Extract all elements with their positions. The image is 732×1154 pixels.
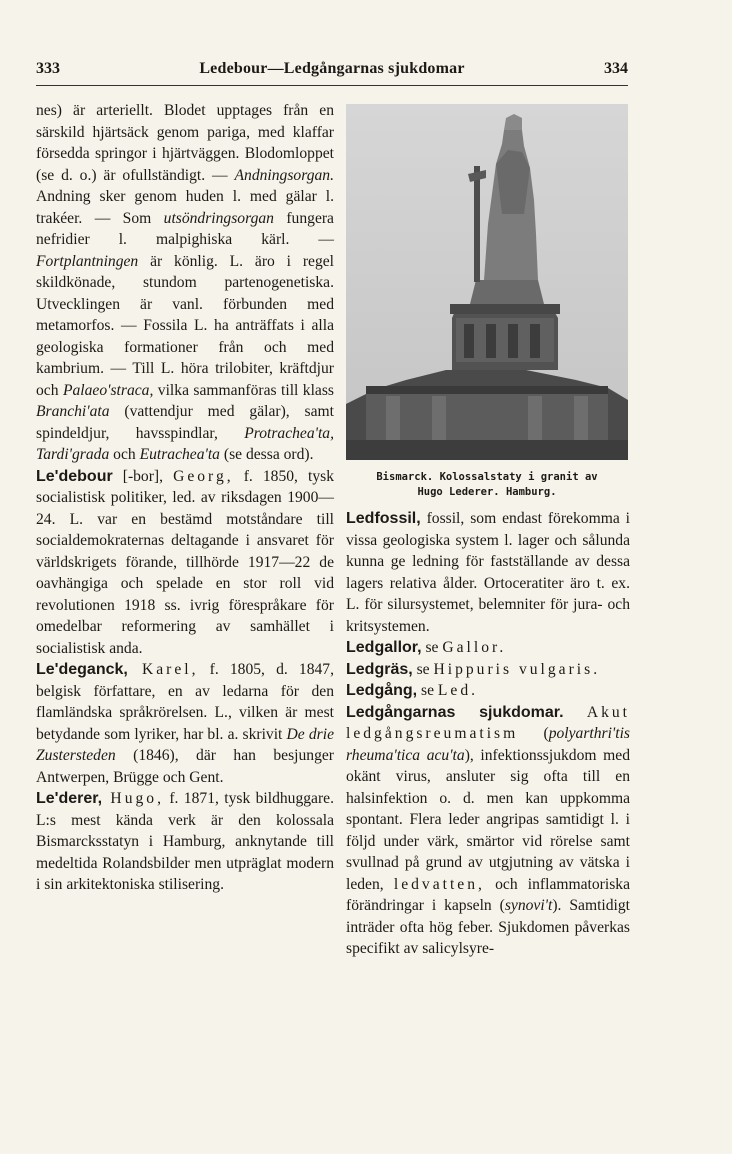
- entry-ledeganck: Le'deganck, Karel, f. 1805, d. 1847, belgisk författare, en av ledarna för den flamländska språkrörelsen. L., vilken är mest betydande som lyriker, har bl. a. skrivit De drie Zustersteden (1846), där han besjunger Antwerpen, Brügge och Gent.: [36, 661, 334, 786]
- arthropod-continuation-paragraph: nes) är arteriellt. Blodet upptages från en särskild hjärtsäck genom pariga, med klaffar försedda springor i hjärtväggen. Blodomloppet (se d. o.) är ofullständigt. — Andningsorgan. Andning sker genom huden l. med gälar l. trakéer. — Som utsöndringsorgan fungera nefridier l. malpighiska kärl. — Fortplantningen är könlig. L. äro i regel skildkönade, stundom partenogenetiska. Utvecklingen är vanl. förbunden med metamorfos. — Fossila L. ha anträffats i alla geologiska formationer från och med kambrium. — Till L. höra trilobiter, kräftdjur och Palaeo'straca, vilka sammanföras till klass Branchi'ata (vattendjur med gälar), samt spindeldjur, havsspindlar, Protrachea'ta, Tardi'grada och Eutrachea'ta (se dessa ord).: [36, 102, 334, 463]
- entry-term: Ledgallor,: [346, 639, 422, 656]
- entry-term: Ledgång,: [346, 682, 418, 699]
- entry-ledgallor: Ledgallor, se Gallor.: [346, 639, 507, 656]
- page-number-right: 334: [604, 60, 628, 77]
- left-column: [36, 100, 334, 896]
- entry-ledfossil: Ledfossil, fossil, som endast förekomma i vissa geologiska system l. lager och sålunda kunna ge ledning för fastställande av dessa lagers relativa ålder. Ortoceratiter äro t. ex. L. för silursystemet, belemniter för jura- och kritsystemen.: [346, 510, 630, 635]
- cross-reference: Hippuris vulgaris.: [433, 660, 601, 678]
- entry-ledgang: Ledgång, se Led.: [346, 682, 479, 699]
- entry-lederer: Le'derer, Hugo, f. 1871, tysk bildhuggare. L:s mest kända verk är den kolossala Bismarcksstatyn i Hamburg, anknytande till medeltida Rolandsbilder men utpräglat modern i sin arkitektoniska stilisering.: [36, 790, 334, 893]
- caption-line: Hugo Lederer. Hamburg.: [417, 486, 557, 498]
- entry-ledgras: Ledgräs, se Hippuris vulgaris.: [346, 660, 601, 678]
- entry-term: Ledgräs,: [346, 660, 413, 678]
- entry-term: Ledfossil,: [346, 510, 421, 527]
- entry-term: Ledgångarnas sjukdomar.: [346, 703, 564, 721]
- running-header: [36, 58, 628, 84]
- page-title: Ledebour—Ledgångarnas sjukdomar: [199, 60, 465, 77]
- entry-ledgangarnas-sjukdomar: Ledgångarnas sjukdomar. Akut ledgångsreumatism (polyarthri'tis rheuma'tica acu'ta), infektionssjukdom med okänt virus, ansluter sig ofta till en halsinfektion o. d. men kan uppkomma spontant. Flera leder angripas samtidigt l. i följd under värk, smärtor vid rörelse samt svullnad på grund av utgjutning av vätska i leden, ledvatten, och inflammatoriska förändringar i kapseln (synovi't). Samtidigt inträder ofta hög feber. Sjukdomen påverkas specifikt av salicylsyre-: [346, 703, 630, 957]
- right-column: [346, 508, 630, 960]
- entry-term: Le'deganck,: [36, 661, 128, 678]
- cross-reference: Led.: [437, 682, 479, 699]
- header-rule: [36, 85, 628, 86]
- entry-term: Le'debour: [36, 467, 113, 485]
- cross-reference: Gallor.: [442, 639, 507, 656]
- bismarck-statue-photo: [346, 104, 628, 460]
- page-number-left: 333: [36, 60, 60, 77]
- caption-line: Bismarck. Kolossalstaty i granit av: [376, 471, 598, 483]
- entry-ledebour: Le'debour [-bor], Georg, f. 1850, tysk socialistisk politiker, led. av riksdagen 1900—24. L. var en bestämd motståndare till socialdemokraternas deltagande i ansvaret för världskrigets förande, tillhörde 1917—22 de oavhängiga och spelade en stor roll vid revolutionen 1918 ss. ivrig förespråkare för omedelbar reformering av samhället i socialistisk anda.: [36, 467, 334, 657]
- figure-caption: [346, 470, 628, 500]
- entry-term: Le'derer,: [36, 790, 103, 807]
